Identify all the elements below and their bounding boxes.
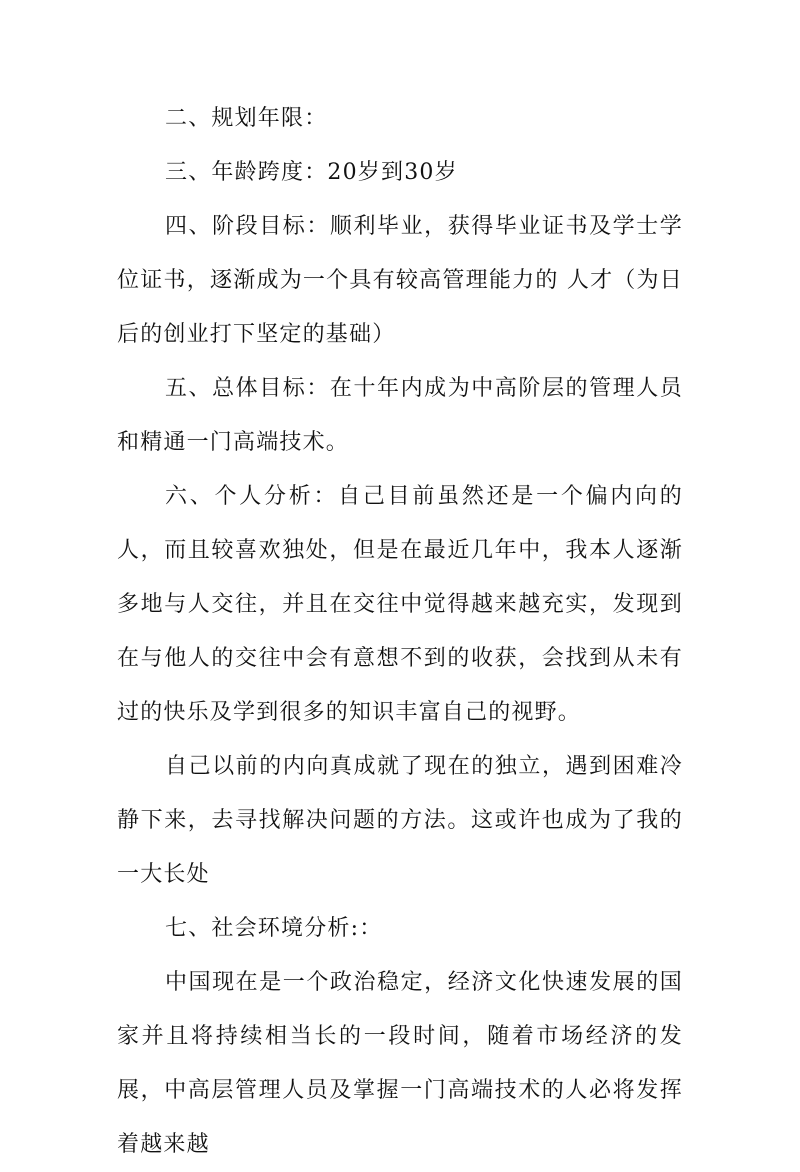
document-body	[117, 92, 683, 1172]
paragraph-planning-period: 二、规划年限：	[165, 106, 328, 131]
paragraph-overall-goal: 五、总体目标：在十年内成为中高阶层的管理人员和精通一门高端技术。	[117, 376, 683, 455]
paragraph-introversion-strength: 自己以前的内向真成就了现在的独立，遇到困难冷静下来，去寻找解决问题的方法。这或许也成为了我的一大长处	[117, 754, 683, 887]
paragraph-social-environment-heading: 七、社会环境分析:：	[165, 916, 383, 941]
paragraph-personal-analysis: 六、个人分析：自己目前虽然还是一个偏内向的人，而且较喜欢独处，但是在最近几年中，我本人逐渐多地与人交往，并且在交往中觉得越来越充实，发现到在与他人的交往中会有意想不到的收获，会找到从未有过的快乐及学到很多的知识丰富自己的视野。	[117, 484, 683, 725]
paragraph-stage-goal: 四、阶段目标：顺利毕业，获得毕业证书及学士学位证书，逐渐成为一个具有较高管理能力的 人才（为日后的创业打下坚定的基础）	[117, 214, 683, 347]
paragraph-age-span: 三、年龄跨度：20岁到30岁	[165, 160, 458, 185]
paragraph-social-environment: 中国现在是一个政治稳定，经济文化快速发展的国家并且将持续相当长的一段时间，随着市场经济的发展，中高层管理人员及掌握一门高端技术的人必将发挥着越来越	[117, 970, 683, 1157]
